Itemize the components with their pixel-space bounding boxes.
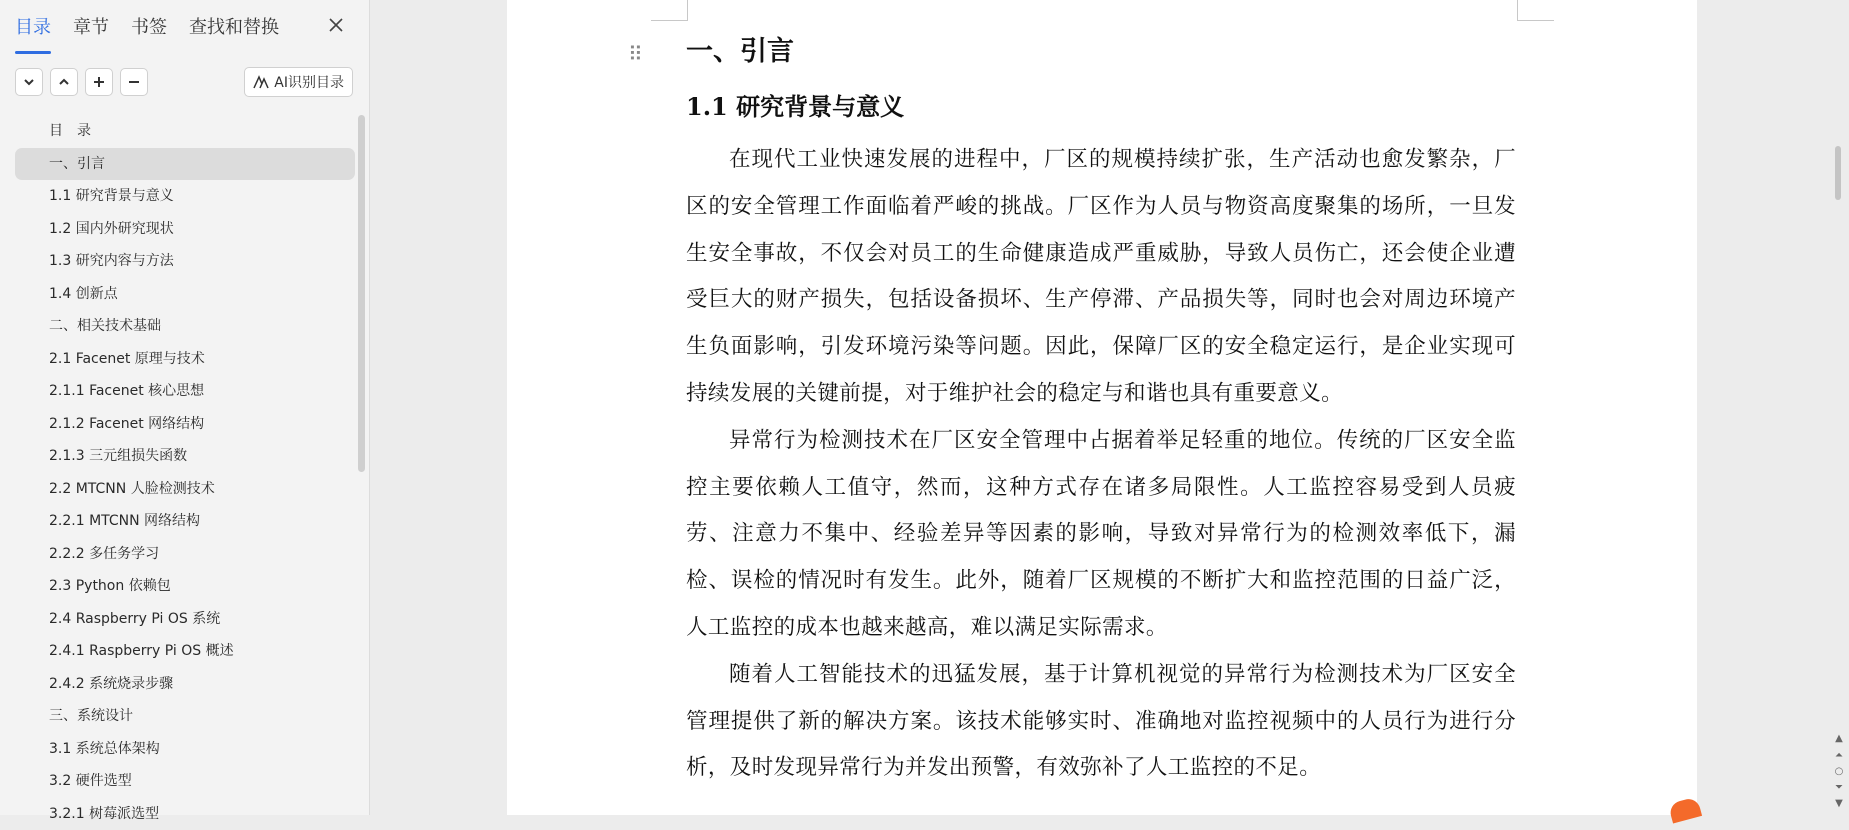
scroll-down-icon[interactable]: ▼ — [1832, 798, 1846, 810]
ai-recognize-toc-button[interactable] — [244, 67, 353, 97]
margin-corner-left — [651, 0, 688, 21]
toc-item[interactable]: 2.1.1 Facenet 核心思想 — [15, 375, 355, 408]
collapse-button[interactable] — [50, 68, 78, 96]
plus-icon — [92, 75, 106, 89]
toc-item[interactable]: 目 录 — [15, 115, 355, 148]
toc-list — [15, 115, 355, 830]
tab-bookmarks[interactable]: 书签 — [131, 16, 167, 46]
ai-sparkle-icon — [253, 75, 269, 89]
tab-find-replace[interactable]: 查找和替换 — [189, 16, 279, 46]
document-content[interactable] — [686, 32, 1516, 792]
scroll-up-icon[interactable]: ▲ — [1832, 733, 1846, 745]
scrollbar-thumb[interactable] — [1835, 146, 1841, 200]
toc-item[interactable]: 2.1.3 三元组损失函数 — [15, 440, 355, 473]
toc-item[interactable]: 2.4 Raspberry Pi OS 系统 — [15, 603, 355, 636]
close-pane-button[interactable] — [323, 14, 349, 40]
drag-handle-icon[interactable]: ⠿ — [628, 42, 641, 66]
pane-tabs — [15, 16, 279, 46]
toc-item[interactable]: 3.1 系统总体架构 — [15, 733, 355, 766]
paragraph: 异常行为检测技术在厂区安全管理中占据着举足轻重的地位。传统的厂区安全监控主要依赖人工值守，然而，这种方式存在诸多局限性。人工监控容易受到人员疲劳、注意力不集中、经验差异等因素的影响，导致对异常行为的检测效率低下，漏检、误检的情况时有发生。此外，随着厂区规模的不断扩大和监控范围的日益广泛，人工监控的成本也越来越高，难以满足实际需求。 — [686, 418, 1516, 652]
tab-sections[interactable]: 章节 — [73, 16, 109, 46]
toc-item[interactable]: 2.1 Facenet 原理与技术 — [15, 343, 355, 376]
toc-item[interactable]: 1.3 研究内容与方法 — [15, 245, 355, 278]
expand-button[interactable] — [15, 68, 43, 96]
add-heading-button[interactable] — [85, 68, 113, 96]
next-page-icon[interactable]: ⏷ — [1832, 782, 1846, 794]
minus-icon — [127, 75, 141, 89]
toc-item[interactable]: 2.2 MTCNN 人脸检测技术 — [15, 473, 355, 506]
paragraph: 在现代工业快速发展的进程中，厂区的规模持续扩张，生产活动也愈发繁杂，厂区的安全管理工作面临着严峻的挑战。厂区作为人员与物资高度聚集的场所，一旦发生安全事故，不仅会对员工的生命健康造成严重威胁，导致人员伤亡，还会使企业遭受巨大的财产损失，包括设备损坏、生产停滞、产品损失等，同时也会对周边环境产生负面影响，引发环境污染等问题。因此，保障厂区的安全稳定运行，是企业实现可持续发展的关键前提，对于维护社会的稳定与和谐也具有重要意义。 — [686, 137, 1516, 418]
toc-item[interactable]: 3.2 硬件选型 — [15, 765, 355, 798]
toc-item[interactable]: 2.3 Python 依赖包 — [15, 570, 355, 603]
sidebar-scrollbar[interactable] — [358, 115, 365, 472]
heading-1: 一、引言 — [686, 32, 1516, 82]
toc-item[interactable]: 1.1 研究背景与意义 — [15, 180, 355, 213]
toc-item[interactable]: 2.1.2 Facenet 网络结构 — [15, 408, 355, 441]
toc-item[interactable]: 2.4.2 系统烧录步骤 — [15, 668, 355, 701]
paragraph: 随着人工智能技术的迅猛发展，基于计算机视觉的异常行为检测技术为厂区安全管理提供了新的解决方案。该技术能够实时、准确地对监控视频中的人员行为进行分析，及时发现异常行为并发出预警，有效弥补了人工监控的不足。 — [686, 652, 1516, 792]
toc-item[interactable]: 3.2.1 树莓派选型 — [15, 798, 355, 830]
chevron-up-icon — [57, 75, 71, 89]
prev-page-icon[interactable]: ⏶ — [1832, 750, 1846, 762]
tab-toc[interactable]: 目录 — [15, 16, 51, 46]
ai-button-label: AI识别目录 — [274, 72, 344, 92]
toc-item[interactable]: 二、相关技术基础 — [15, 310, 355, 343]
chevron-down-icon — [22, 75, 36, 89]
toc-item[interactable]: 2.2.1 MTCNN 网络结构 — [15, 505, 355, 538]
toc-item[interactable]: 2.4.1 Raspberry Pi OS 概述 — [15, 635, 355, 668]
remove-heading-button[interactable] — [120, 68, 148, 96]
document-scrollbar[interactable] — [1829, 0, 1849, 815]
toc-item[interactable]: 2.2.2 多任务学习 — [15, 538, 355, 571]
navigation-pane — [0, 0, 370, 815]
toc-item[interactable]: 1.4 创新点 — [15, 278, 355, 311]
heading-2: 1.1 研究背景与意义 — [686, 82, 1516, 137]
toc-toolbar — [15, 68, 355, 98]
toc-item[interactable]: 一、引言 — [15, 148, 355, 181]
toc-item[interactable]: 三、系统设计 — [15, 700, 355, 733]
margin-corner-right — [1517, 0, 1554, 21]
close-icon — [328, 17, 344, 33]
page-select-icon[interactable]: ○ — [1832, 766, 1846, 778]
toc-item[interactable]: 1.2 国内外研究现状 — [15, 213, 355, 246]
